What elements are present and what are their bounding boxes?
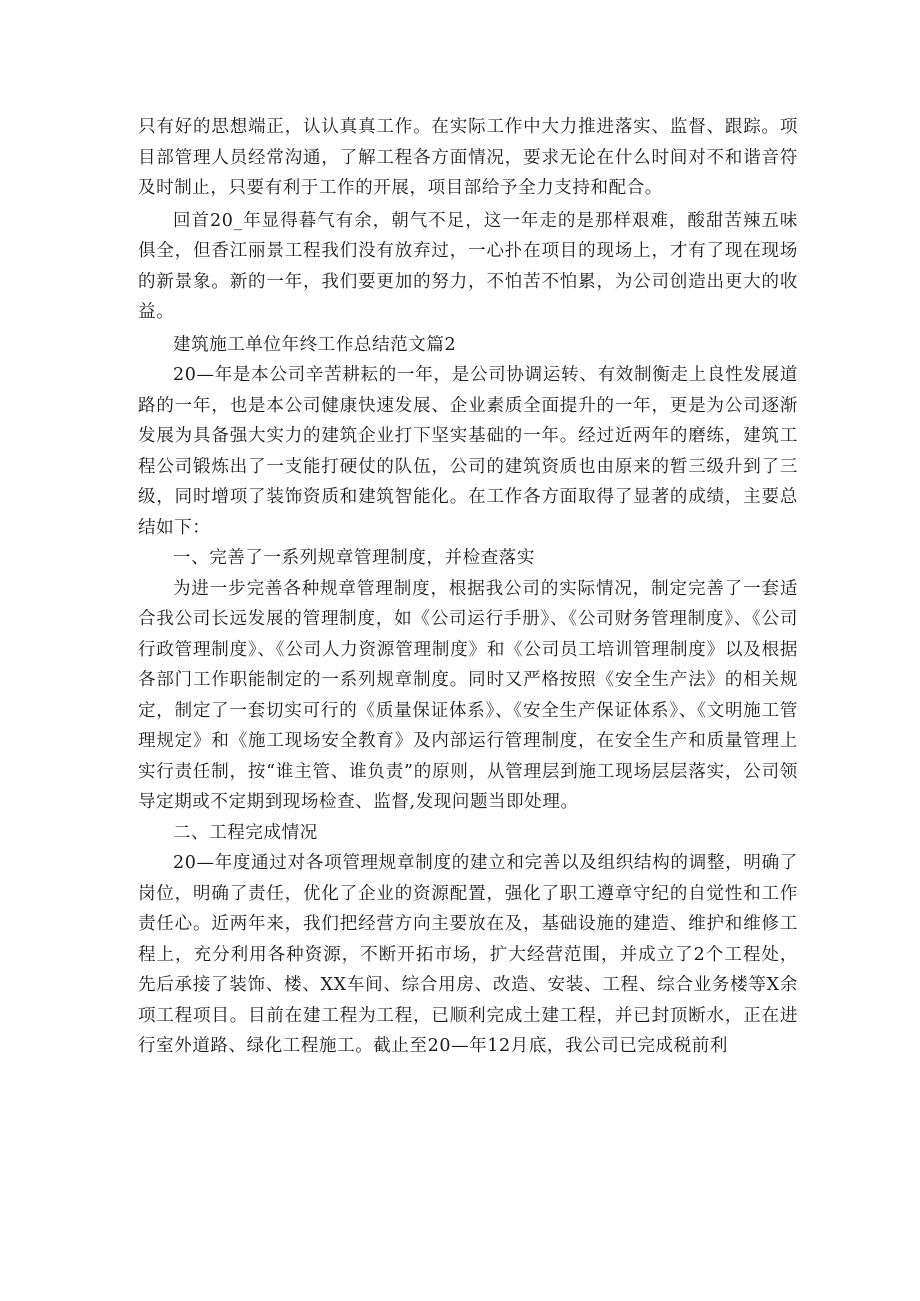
heading-projects: 二、工程完成情况	[173, 822, 318, 843]
heading-rules: 一、完善了一系列规章管理制度，并检查落实	[173, 548, 535, 568]
paragraph-intro: 20—年是本公司辛苦耕耘的一年，是公司协调运转、有效制衡走上良性发展道路的一年，也是本公司健康快速发展、企业素质全面提升的一年，更是为公司逐渐发展为具备强大实力的建筑企业打下坚实基础的一年。经过近两年的磨练，建筑工程公司锻炼出了一支能打硬仗的队伍，公司的建筑资质也由原来的暂三级升到了三级，同时增项了装饰资质和建筑智能化。在工作各方面取得了显著的成绩，主要总结如下：	[138, 365, 798, 538]
paragraph-continuation: 只有好的思想端正，认认真真工作。在实际工作中大力推进落实、监督、跟踪。项目部管理人员经常沟通，了解工程各方面情况，要求无论在什么时间对不和谐音符及时制止，只要有利于工作的开展，项目部给予全力支持和配合。	[138, 117, 798, 198]
paragraph-review: 回首20_年显得暮气有余，朝气不足，这一年走的是那样艰难，酸甜苦辣五味俱全，但香江丽景工程我们没有放弃过，一心扑在项目的现场上，才有了现在现场的新景象。新的一年，我们要更加的努力，不怕苦不怕累，为公司创造出更大的收益。	[138, 210, 798, 322]
paragraph-projects: 20—年度通过对各项管理规章制度的建立和完善以及组织结构的调整，明确了岗位，明确了责任，优化了企业的资源配置，强化了职工遵章守纪的自觉性和工作责任心。近两年来，我们把经营方向主要放在及，基础设施的建造、维护和维修工程上，充分利用各种资源，不断开拓市场，扩大经营范围，并成立了2个工程处，先后承接了装饰、楼、XX车间、综合用房、改造、安装、工程、综合业务楼等X余项工程项目。目前在建工程为工程，已顺利完成土建工程，并已封顶断水，正在进行室外道路、绿化工程施工。截止至20—年12月底，我公司已完成税前利	[138, 853, 798, 1056]
paragraph-rules: 为进一步完善各种规章管理制度，根据我公司的实际情况，制定完善了一套适合我公司长远发展的管理制度，如《公司运行手册》、《公司财务管理制度》、《公司行政管理制度》、《公司人力资源管理制度》和《公司员工培训管理制度》以及根据各部门工作职能制定的一系列规章制度。同时又严格按照《安全生产法》的相关规定，制定了一套切实可行的《质量保证体系》、《安全生产保证体系》、《文明施工管理规定》和《施工现场安全教育》及内部运行管理制度，在安全生产和质量管理上实行责任制，按“谁主管、谁负责”的原则，从管理层到施工现场层层落实，公司领导定期或不定期到现场检查、监督,发现问题当即处理。	[138, 578, 798, 812]
document-body	[138, 112, 798, 1062]
section-title: 建筑施工单位年终工作总结范文篇2	[173, 334, 457, 355]
